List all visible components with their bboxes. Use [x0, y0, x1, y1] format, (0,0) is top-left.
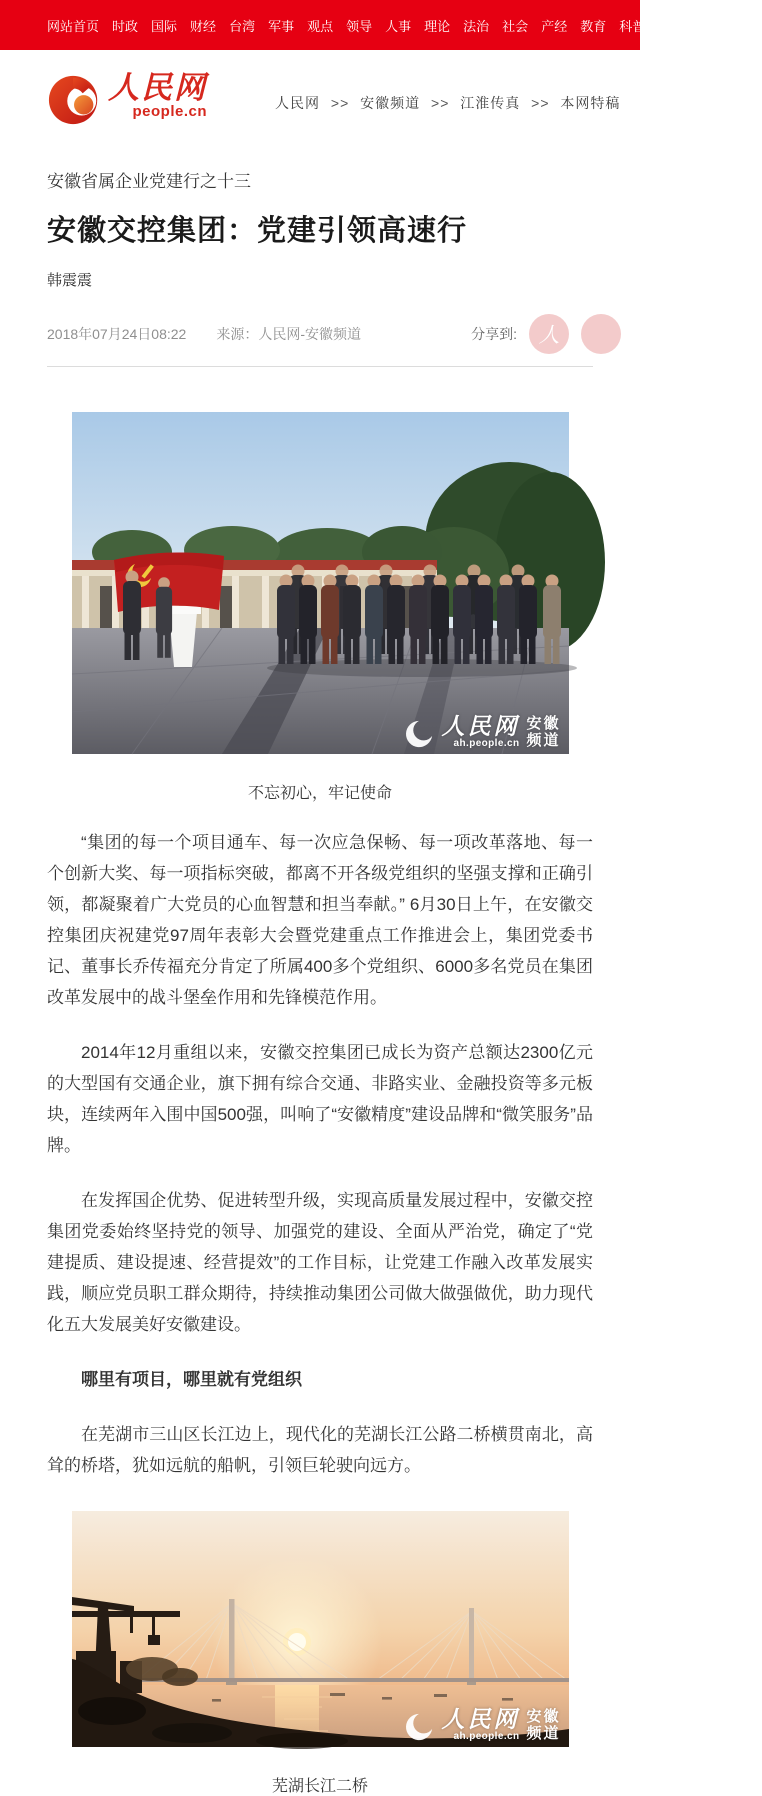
nav-item[interactable]: 科普 [619, 18, 646, 34]
top-navbar [0, 0, 762, 50]
people-cn-logo-icon [47, 72, 103, 133]
watermark-url: ah.people.cn [453, 738, 520, 749]
photo-bridge-sunset [72, 1511, 569, 1747]
site-header [0, 50, 640, 147]
article-meta-row [47, 314, 593, 367]
logo-en-text: people.cn [132, 102, 207, 120]
nav-item[interactable]: 书画 [736, 18, 762, 34]
breadcrumb-separator: >> [330, 94, 350, 111]
breadcrumb-link-anhui-channel[interactable]: 安徽频道 [360, 94, 421, 111]
paragraph-4: 在芜湖市三山区长江边上，现代化的芜湖长江公路二桥横贯南北，高耸的桥塔，犹如远航的船帆，引领巨轮驶向远方。 [47, 1425, 593, 1475]
nav-item[interactable]: 体育 [658, 18, 685, 34]
nav-item[interactable]: 法治 [463, 18, 490, 34]
nav-item[interactable]: 时政 [112, 18, 139, 34]
publish-date: 2018年07月24日08:22 [47, 326, 187, 342]
nav-item[interactable]: 理论 [424, 18, 451, 34]
breadcrumb-link-jianghuai[interactable]: 江淮传真 [460, 94, 521, 111]
nav-item[interactable]: 领导 [346, 18, 373, 34]
photo2-caption: 芜湖长江二桥 [271, 1778, 368, 1795]
article [47, 167, 593, 1796]
nav-item[interactable]: 社会 [502, 18, 529, 34]
nav-item[interactable]: 人事 [385, 18, 412, 34]
watermark-channel: 安徽 频道 [526, 715, 561, 749]
breadcrumb-separator: >> [431, 94, 450, 111]
article-title: 安徽交控集团：党建引领高速行 [47, 215, 468, 247]
nav-item[interactable]: 财经 [190, 18, 217, 34]
breadcrumb-current: 本网特稿 [560, 94, 621, 111]
article-author: 韩震震 [47, 272, 93, 289]
nav-item[interactable]: 文化 [697, 18, 724, 34]
watermark-url: ah.people.cn [453, 1731, 520, 1742]
watermark-site: 人民网 [441, 713, 520, 739]
nav-item[interactable]: 观点 [307, 18, 334, 34]
share-bar [471, 314, 593, 354]
paragraph-2: 2014年12月重组以来，安徽交控集团已成长为资产总额达2300亿元的大型国有交通企业，旗下拥有综合交通、非路实业、金融投资等多元板块，连续两年入围中国500强，叫响了“安徽精度”建设品牌和“微笑服务”品牌。 [47, 1043, 593, 1155]
photo-flag-ceremony [72, 412, 569, 754]
nav-item-home[interactable]: 网站首页 [47, 18, 100, 34]
watermark-site: 人民网 [441, 1706, 520, 1732]
share-label: 分享到: [471, 326, 517, 342]
breadcrumb [275, 93, 620, 113]
source-link[interactable]: 人民网-安徽频道 [258, 326, 361, 342]
share-icon-2[interactable] [581, 314, 621, 354]
logo-cn-text: 人民网 [108, 70, 207, 105]
article-kicker: 安徽省属企业党建行之十三 [47, 172, 251, 191]
section-subhead: 哪里有项目，哪里就有党组织 [81, 1370, 302, 1389]
nav-item[interactable]: 国际 [151, 18, 178, 34]
paragraph-1: “集团的每一个项目通车、每一次应急保畅、每一项改革落地、每一个创新大奖、每一项指标突破，都离不开各级党组织的坚强支撑和正确引领，都凝聚着广大党员的心血智慧和担当奉献。” 6月30日上午，在安徽交控集团庆祝建党97周年表彰大会暨党建重点工作推进会上，集团党委书记、董事长乔传福充分肯定了所属400多个党组织、6000多名党员在集团改革发展中的战斗堡垒作用和先锋模范作用。 [47, 833, 593, 1007]
watermark-channel: 安徽 频道 [526, 1708, 561, 1742]
nav-item[interactable]: 台湾 [229, 18, 256, 34]
people-cn-logo[interactable] [47, 72, 207, 133]
paragraph-3: 在发挥国企优势、促进转型升级，实现高质量发展过程中，安徽交控集团党委始终坚持党的领导、加强党的建设、全面从严治党，确定了“党建提质、建设提速、经营提效”的工作目标，让党建工作融入改革发展实践，顺应党员职工群众期待，持续推动集团公司做大做强做优，助力现代化五大发展美好安徽建设。 [47, 1191, 593, 1334]
share-people-weibo-icon[interactable]: 人 [529, 314, 569, 354]
nav-item[interactable]: 教育 [580, 18, 607, 34]
breadcrumb-link-people[interactable]: 人民网 [275, 94, 320, 111]
nav-item[interactable]: 产经 [541, 18, 568, 34]
breadcrumb-separator: >> [531, 94, 550, 111]
photo1-caption: 不忘初心，牢记使命 [247, 785, 392, 802]
source-label: 来源： [216, 326, 259, 342]
nav-item[interactable]: 军事 [268, 18, 295, 34]
